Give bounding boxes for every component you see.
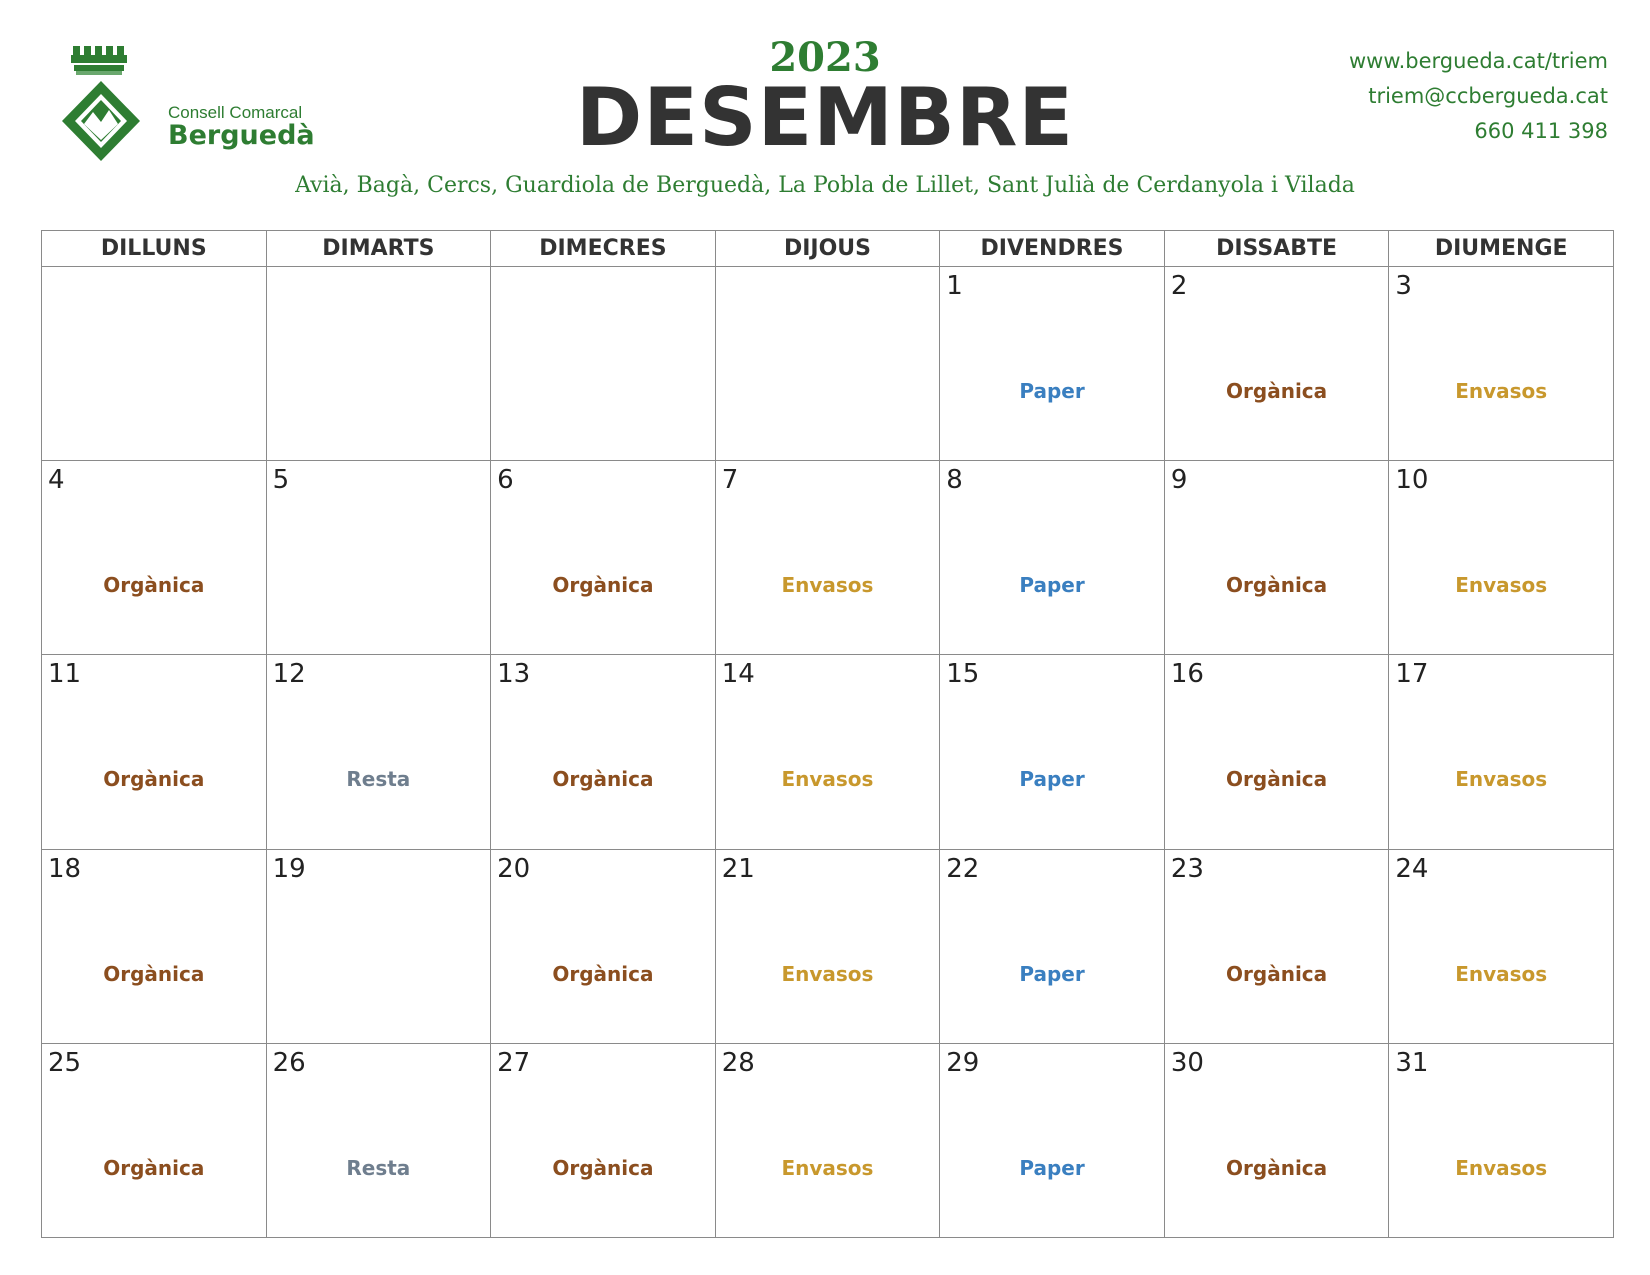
day-cell bbox=[715, 849, 940, 1043]
collection-label: Paper bbox=[1019, 767, 1085, 792]
day-cell bbox=[491, 461, 716, 655]
day-cell bbox=[1164, 267, 1389, 461]
collection-label: Envasos bbox=[1455, 1155, 1548, 1180]
phone-number: 660 411 398 bbox=[1474, 119, 1608, 143]
day-cell bbox=[1389, 461, 1614, 655]
day-number: 11 bbox=[48, 659, 82, 690]
logo-title: Berguedà bbox=[168, 120, 315, 151]
collection-label: Paper bbox=[1019, 961, 1085, 986]
collection-label: Paper bbox=[1019, 379, 1085, 403]
day-cell bbox=[940, 461, 1165, 655]
day-cell bbox=[491, 267, 716, 461]
day-cell bbox=[491, 1043, 716, 1237]
calendar-grid bbox=[41, 230, 1614, 1238]
day-number: 21 bbox=[721, 853, 755, 884]
day-cell bbox=[715, 1043, 940, 1237]
day-number: 28 bbox=[721, 1047, 755, 1078]
day-cell bbox=[715, 655, 940, 849]
week-row bbox=[42, 849, 1614, 1043]
calendar-month: DESEMBRE bbox=[575, 71, 1075, 164]
day-number: 26 bbox=[272, 1047, 306, 1078]
collection-label: Orgànica bbox=[103, 961, 205, 986]
logo-subtitle: Consell Comarcal bbox=[168, 103, 303, 122]
weekday-header: DIJOUS bbox=[715, 231, 940, 267]
day-number: 14 bbox=[721, 659, 755, 690]
day-cell bbox=[1164, 849, 1389, 1043]
day-number: 7 bbox=[721, 465, 739, 496]
collection-label: Envasos bbox=[781, 1155, 874, 1180]
day-cell bbox=[42, 849, 267, 1043]
weekday-header: DIUMENGE bbox=[1389, 231, 1614, 267]
day-cell bbox=[266, 461, 491, 655]
weekday-header: DIVENDRES bbox=[940, 231, 1165, 267]
day-cell bbox=[715, 267, 940, 461]
day-number: 3 bbox=[1395, 271, 1412, 301]
day-cell bbox=[1164, 461, 1389, 655]
day-number: 8 bbox=[946, 465, 963, 496]
day-number: 27 bbox=[497, 1047, 531, 1078]
contact-info bbox=[1349, 44, 1608, 149]
collection-label: Orgànica bbox=[103, 767, 205, 792]
day-number: 22 bbox=[946, 853, 980, 884]
collection-label: Orgànica bbox=[1226, 1155, 1328, 1180]
day-cell bbox=[266, 267, 491, 461]
day-cell bbox=[1389, 849, 1614, 1043]
day-cell bbox=[266, 1043, 491, 1237]
day-number: 31 bbox=[1395, 1047, 1429, 1078]
collection-label: Resta bbox=[346, 767, 411, 792]
collection-label: Resta bbox=[346, 1155, 411, 1180]
day-number: 10 bbox=[1395, 465, 1429, 496]
collection-label: Paper bbox=[1019, 1155, 1085, 1180]
collection-label: Orgànica bbox=[103, 573, 205, 598]
collection-label: Orgànica bbox=[1226, 573, 1328, 598]
collection-label: Envasos bbox=[781, 573, 874, 598]
day-number: 12 bbox=[272, 659, 306, 690]
day-cell bbox=[42, 461, 267, 655]
weekday-header: DILLUNS bbox=[42, 231, 267, 267]
day-number: 20 bbox=[497, 853, 531, 884]
collection-label: Envasos bbox=[1455, 573, 1548, 598]
calendar-year: 2023 bbox=[769, 34, 881, 81]
day-number: 5 bbox=[272, 465, 290, 496]
day-cell bbox=[491, 849, 716, 1043]
collection-label: Envasos bbox=[781, 767, 874, 792]
day-number: 4 bbox=[48, 465, 65, 496]
collection-label: Orgànica bbox=[552, 767, 654, 792]
day-cell bbox=[1389, 267, 1614, 461]
day-cell bbox=[1164, 655, 1389, 849]
collection-label: Orgànica bbox=[552, 1155, 654, 1180]
week-row bbox=[42, 267, 1614, 461]
website-link[interactable]: www.bergueda.cat/triem bbox=[1348, 49, 1608, 73]
day-number: 16 bbox=[1170, 659, 1204, 690]
day-cell bbox=[940, 849, 1165, 1043]
day-number: 19 bbox=[272, 853, 306, 884]
day-cell bbox=[1389, 1043, 1614, 1237]
weekday-header: DISSABTE bbox=[1164, 231, 1389, 267]
day-cell bbox=[42, 1043, 267, 1237]
week-row bbox=[42, 1043, 1614, 1237]
collection-label: Paper bbox=[1019, 573, 1085, 598]
day-cell bbox=[1164, 1043, 1389, 1237]
day-cell bbox=[715, 461, 940, 655]
collection-label: Envasos bbox=[1455, 961, 1548, 986]
collection-label: Orgànica bbox=[1226, 379, 1328, 403]
day-number: 23 bbox=[1170, 853, 1204, 884]
day-number: 18 bbox=[48, 853, 82, 884]
day-cell bbox=[42, 267, 267, 461]
day-cell bbox=[940, 1043, 1165, 1237]
day-number: 25 bbox=[48, 1047, 82, 1078]
day-cell bbox=[266, 849, 491, 1043]
email-link[interactable]: triem@ccbergueda.cat bbox=[1368, 84, 1608, 108]
day-number: 15 bbox=[946, 659, 980, 690]
collection-label: Envasos bbox=[1455, 379, 1548, 403]
day-number: 30 bbox=[1170, 1047, 1204, 1078]
day-number: 24 bbox=[1395, 853, 1429, 884]
day-number: 1 bbox=[946, 271, 963, 301]
day-cell bbox=[491, 655, 716, 849]
day-cell bbox=[940, 655, 1165, 849]
collection-label: Orgànica bbox=[552, 961, 654, 986]
day-cell bbox=[1389, 655, 1614, 849]
day-cell bbox=[42, 655, 267, 849]
day-cell bbox=[266, 655, 491, 849]
weekday-header: DIMECRES bbox=[491, 231, 716, 267]
day-number: 2 bbox=[1170, 271, 1188, 301]
collection-label: Envasos bbox=[1455, 767, 1548, 792]
week-row bbox=[42, 461, 1614, 655]
collection-label: Orgànica bbox=[1226, 961, 1328, 986]
week-row bbox=[42, 655, 1614, 849]
day-number: 9 bbox=[1170, 465, 1188, 496]
collection-label: Envasos bbox=[781, 961, 874, 986]
day-number: 6 bbox=[497, 465, 514, 496]
collection-label: Orgànica bbox=[1226, 767, 1328, 792]
collection-label: Orgànica bbox=[552, 573, 654, 598]
day-cell bbox=[940, 267, 1165, 461]
day-number: 17 bbox=[1395, 659, 1429, 690]
towns-list: Avià, Bagà, Cercs, Guardiola de Berguedà, La Pobla de Lillet, Sant Julià de Cerdanyola i Vilada bbox=[295, 173, 1355, 198]
weekday-header: DIMARTS bbox=[266, 231, 491, 267]
collection-label: Orgànica bbox=[103, 1155, 205, 1180]
day-number: 29 bbox=[946, 1047, 980, 1078]
weekday-header-row bbox=[42, 231, 1614, 267]
day-number: 13 bbox=[497, 659, 531, 690]
